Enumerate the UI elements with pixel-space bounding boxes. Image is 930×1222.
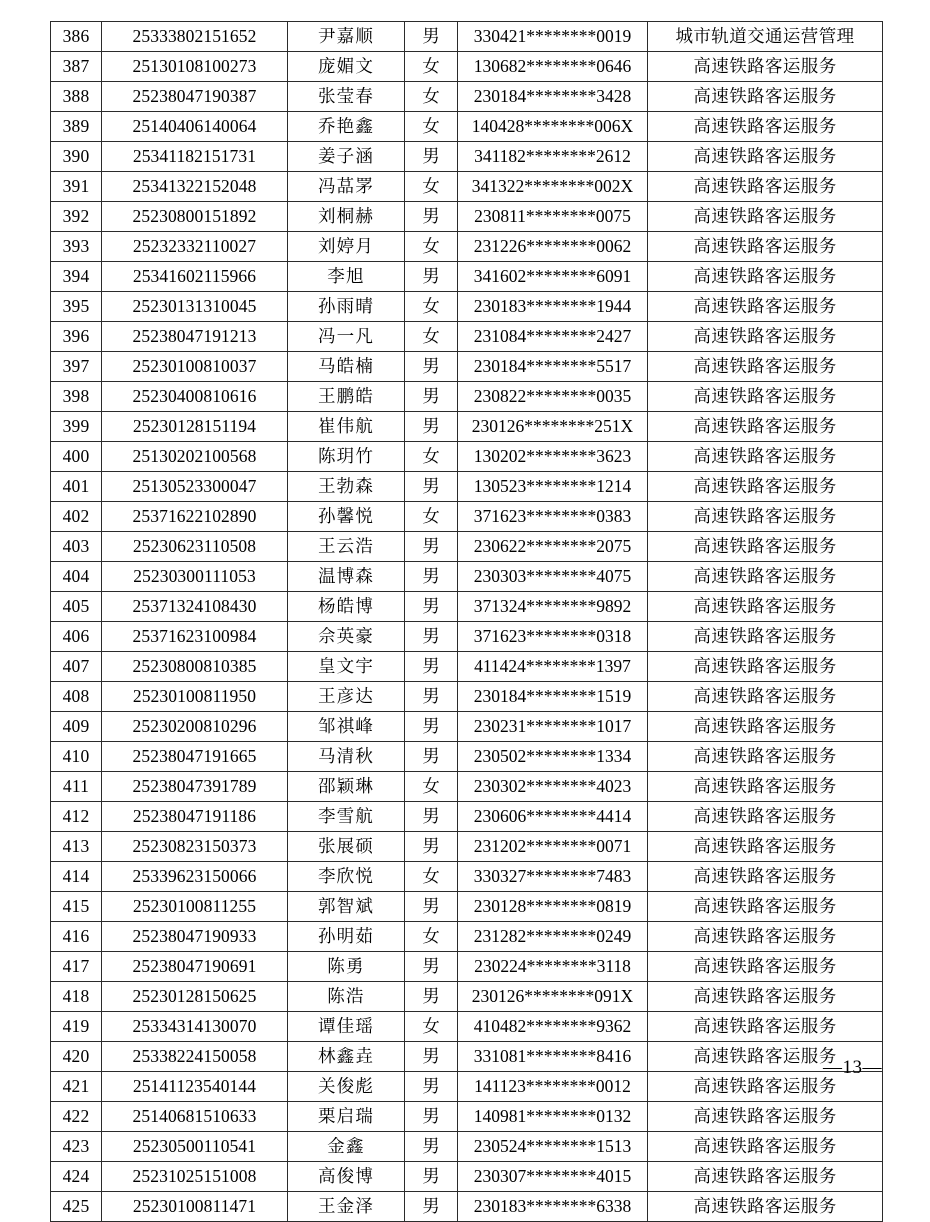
table-row [51,142,883,172]
cell-gender: 男 [405,682,458,712]
cell-major: 城市轨道交通运营管理 [648,22,883,52]
cell-sequence: 404 [51,562,102,592]
table-row [51,382,883,412]
cell-major: 高速铁路客运服务 [648,322,883,352]
cell-gender: 男 [405,982,458,1012]
cell-exam-number: 25333802151652 [102,22,288,52]
cell-major: 高速铁路客运服务 [648,682,883,712]
cell-sequence: 398 [51,382,102,412]
cell-exam-number: 25238047191213 [102,322,288,352]
cell-id-number: 341182********2612 [458,142,648,172]
cell-candidate-name: 孙明茹 [288,922,405,952]
cell-gender: 女 [405,232,458,262]
cell-exam-number: 25341322152048 [102,172,288,202]
table-row [51,592,883,622]
cell-gender: 女 [405,1012,458,1042]
cell-candidate-name: 栗启瑞 [288,1102,405,1132]
cell-exam-number: 25230100811255 [102,892,288,922]
cell-major: 高速铁路客运服务 [648,1192,883,1222]
cell-sequence: 396 [51,322,102,352]
cell-exam-number: 25230500110541 [102,1132,288,1162]
cell-candidate-name: 杨皓博 [288,592,405,622]
cell-exam-number: 25338224150058 [102,1042,288,1072]
cell-exam-number: 25238047190933 [102,922,288,952]
cell-major: 高速铁路客运服务 [648,862,883,892]
cell-id-number: 230606********4414 [458,802,648,832]
cell-candidate-name: 王勃森 [288,472,405,502]
table-row [51,532,883,562]
cell-gender: 男 [405,262,458,292]
cell-candidate-name: 冯一凡 [288,322,405,352]
cell-major: 高速铁路客运服务 [648,352,883,382]
table-row [51,1102,883,1132]
cell-id-number: 230183********6338 [458,1192,648,1222]
cell-id-number: 230224********3118 [458,952,648,982]
cell-candidate-name: 李雪航 [288,802,405,832]
cell-candidate-name: 尹嘉顺 [288,22,405,52]
cell-exam-number: 25130108100273 [102,52,288,82]
cell-major: 高速铁路客运服务 [648,172,883,202]
cell-candidate-name: 温博森 [288,562,405,592]
cell-gender: 女 [405,772,458,802]
table-row [51,562,883,592]
table-row [51,802,883,832]
cell-exam-number: 25371622102890 [102,502,288,532]
cell-sequence: 419 [51,1012,102,1042]
cell-sequence: 413 [51,832,102,862]
cell-id-number: 230126********091X [458,982,648,1012]
cell-sequence: 409 [51,712,102,742]
cell-id-number: 130523********1214 [458,472,648,502]
table-row [51,922,883,952]
cell-exam-number: 25334314130070 [102,1012,288,1042]
cell-candidate-name: 刘婷月 [288,232,405,262]
cell-exam-number: 25140681510633 [102,1102,288,1132]
cell-gender: 男 [405,832,458,862]
cell-candidate-name: 金鑫 [288,1132,405,1162]
cell-major: 高速铁路客运服务 [648,52,883,82]
cell-gender: 男 [405,382,458,412]
cell-sequence: 390 [51,142,102,172]
cell-exam-number: 25238047190691 [102,952,288,982]
cell-id-number: 140981********0132 [458,1102,648,1132]
cell-candidate-name: 崔伟航 [288,412,405,442]
cell-sequence: 411 [51,772,102,802]
cell-candidate-name: 陈勇 [288,952,405,982]
cell-candidate-name: 庞媚文 [288,52,405,82]
cell-id-number: 231202********0071 [458,832,648,862]
cell-sequence: 425 [51,1192,102,1222]
cell-sequence: 412 [51,802,102,832]
table-row [51,232,883,262]
cell-sequence: 405 [51,592,102,622]
cell-gender: 男 [405,1192,458,1222]
cell-exam-number: 25130523300047 [102,472,288,502]
cell-exam-number: 25341182151731 [102,142,288,172]
cell-major: 高速铁路客运服务 [648,112,883,142]
cell-major: 高速铁路客运服务 [648,922,883,952]
cell-id-number: 230502********1334 [458,742,648,772]
table-row [51,772,883,802]
cell-id-number: 230183********1944 [458,292,648,322]
cell-major: 高速铁路客运服务 [648,442,883,472]
cell-sequence: 422 [51,1102,102,1132]
cell-id-number: 230184********3428 [458,82,648,112]
cell-gender: 女 [405,922,458,952]
cell-major: 高速铁路客运服务 [648,1012,883,1042]
cell-id-number: 230231********1017 [458,712,648,742]
cell-major: 高速铁路客运服务 [648,1042,883,1072]
cell-id-number: 230302********4023 [458,772,648,802]
table-row [51,352,883,382]
cell-gender: 男 [405,742,458,772]
cell-sequence: 417 [51,952,102,982]
cell-exam-number: 25230128151194 [102,412,288,442]
table-row [51,982,883,1012]
cell-exam-number: 25130202100568 [102,442,288,472]
cell-sequence: 399 [51,412,102,442]
cell-id-number: 230811********0075 [458,202,648,232]
cell-candidate-name: 王鹏皓 [288,382,405,412]
cell-sequence: 403 [51,532,102,562]
cell-id-number: 231282********0249 [458,922,648,952]
cell-id-number: 330421********0019 [458,22,648,52]
cell-sequence: 415 [51,892,102,922]
cell-id-number: 371623********0383 [458,502,648,532]
table-row [51,1132,883,1162]
cell-major: 高速铁路客运服务 [648,1132,883,1162]
cell-exam-number: 25230800151892 [102,202,288,232]
table-row [51,892,883,922]
candidate-roster-table [50,21,883,1222]
cell-candidate-name: 乔艳鑫 [288,112,405,142]
cell-sequence: 424 [51,1162,102,1192]
cell-gender: 女 [405,172,458,202]
cell-sequence: 394 [51,262,102,292]
cell-id-number: 140428********006X [458,112,648,142]
cell-id-number: 230622********2075 [458,532,648,562]
cell-sequence: 420 [51,1042,102,1072]
cell-gender: 男 [405,622,458,652]
cell-sequence: 397 [51,352,102,382]
cell-exam-number: 25231025151008 [102,1162,288,1192]
cell-id-number: 330327********7483 [458,862,648,892]
cell-gender: 男 [405,892,458,922]
cell-major: 高速铁路客运服务 [648,232,883,262]
cell-gender: 女 [405,52,458,82]
cell-major: 高速铁路客运服务 [648,622,883,652]
cell-candidate-name: 邵颖琳 [288,772,405,802]
cell-id-number: 230184********5517 [458,352,648,382]
cell-major: 高速铁路客运服务 [648,772,883,802]
cell-sequence: 416 [51,922,102,952]
cell-gender: 男 [405,592,458,622]
cell-exam-number: 25140406140064 [102,112,288,142]
cell-major: 高速铁路客运服务 [648,1072,883,1102]
cell-sequence: 386 [51,22,102,52]
cell-candidate-name: 刘桐赫 [288,202,405,232]
cell-exam-number: 25238047191186 [102,802,288,832]
cell-id-number: 230524********1513 [458,1132,648,1162]
cell-major: 高速铁路客运服务 [648,202,883,232]
table-row [51,22,883,52]
cell-candidate-name: 李旭 [288,262,405,292]
cell-exam-number: 25230100811950 [102,682,288,712]
table-row [51,172,883,202]
cell-exam-number: 25238047190387 [102,82,288,112]
cell-gender: 男 [405,652,458,682]
cell-gender: 女 [405,82,458,112]
cell-major: 高速铁路客运服务 [648,532,883,562]
cell-id-number: 231226********0062 [458,232,648,262]
table-row [51,1192,883,1222]
cell-candidate-name: 皇文宇 [288,652,405,682]
cell-gender: 男 [405,1072,458,1102]
cell-major: 高速铁路客运服务 [648,82,883,112]
cell-candidate-name: 马皓楠 [288,352,405,382]
cell-candidate-name: 佘英豪 [288,622,405,652]
cell-gender: 男 [405,472,458,502]
cell-major: 高速铁路客运服务 [648,1162,883,1192]
cell-major: 高速铁路客运服务 [648,712,883,742]
cell-sequence: 392 [51,202,102,232]
cell-exam-number: 25230800810385 [102,652,288,682]
cell-candidate-name: 马清秋 [288,742,405,772]
cell-candidate-name: 郭智斌 [288,892,405,922]
table-row [51,472,883,502]
cell-major: 高速铁路客运服务 [648,142,883,172]
table-row [51,292,883,322]
cell-gender: 男 [405,142,458,172]
table-row [51,1012,883,1042]
table-body [51,22,883,1222]
table-row [51,112,883,142]
cell-id-number: 230822********0035 [458,382,648,412]
cell-id-number: 130682********0646 [458,52,648,82]
cell-major: 高速铁路客运服务 [648,982,883,1012]
cell-id-number: 341602********6091 [458,262,648,292]
cell-gender: 男 [405,802,458,832]
cell-sequence: 414 [51,862,102,892]
cell-major: 高速铁路客运服务 [648,1102,883,1132]
cell-sequence: 388 [51,82,102,112]
cell-sequence: 406 [51,622,102,652]
cell-candidate-name: 王彦达 [288,682,405,712]
cell-major: 高速铁路客运服务 [648,412,883,442]
cell-id-number: 141123********0012 [458,1072,648,1102]
table-row [51,832,883,862]
table-row [51,622,883,652]
cell-gender: 女 [405,322,458,352]
cell-gender: 女 [405,442,458,472]
cell-candidate-name: 陈浩 [288,982,405,1012]
cell-exam-number: 25341602115966 [102,262,288,292]
table-row [51,712,883,742]
cell-major: 高速铁路客运服务 [648,472,883,502]
cell-gender: 男 [405,352,458,382]
cell-gender: 男 [405,712,458,742]
cell-gender: 男 [405,1042,458,1072]
cell-candidate-name: 冯䓵罞 [288,172,405,202]
cell-exam-number: 25339623150066 [102,862,288,892]
cell-gender: 男 [405,22,458,52]
table-row [51,652,883,682]
table-row [51,862,883,892]
cell-sequence: 421 [51,1072,102,1102]
cell-sequence: 391 [51,172,102,202]
cell-candidate-name: 孙馨悦 [288,502,405,532]
cell-exam-number: 25238047191665 [102,742,288,772]
cell-exam-number: 25230300111053 [102,562,288,592]
table-row [51,52,883,82]
cell-id-number: 341322********002X [458,172,648,202]
cell-exam-number: 25371324108430 [102,592,288,622]
cell-sequence: 402 [51,502,102,532]
table-row [51,262,883,292]
cell-candidate-name: 关俊彪 [288,1072,405,1102]
cell-candidate-name: 张展硕 [288,832,405,862]
cell-sequence: 410 [51,742,102,772]
table-row [51,322,883,352]
cell-gender: 男 [405,1132,458,1162]
cell-id-number: 130202********3623 [458,442,648,472]
cell-candidate-name: 邹祺峰 [288,712,405,742]
cell-exam-number: 25230823150373 [102,832,288,862]
cell-gender: 男 [405,412,458,442]
cell-major: 高速铁路客运服务 [648,502,883,532]
cell-gender: 男 [405,1102,458,1132]
cell-gender: 男 [405,952,458,982]
table-row [51,442,883,472]
cell-candidate-name: 姜子涵 [288,142,405,172]
cell-gender: 女 [405,862,458,892]
cell-candidate-name: 张莹春 [288,82,405,112]
cell-gender: 男 [405,202,458,232]
cell-major: 高速铁路客运服务 [648,562,883,592]
table-row [51,1162,883,1192]
cell-candidate-name: 李欣悦 [288,862,405,892]
cell-exam-number: 25141123540144 [102,1072,288,1102]
cell-id-number: 230184********1519 [458,682,648,712]
cell-gender: 男 [405,1162,458,1192]
cell-sequence: 418 [51,982,102,1012]
cell-id-number: 331081********8416 [458,1042,648,1072]
cell-major: 高速铁路客运服务 [648,592,883,622]
cell-gender: 女 [405,502,458,532]
cell-exam-number: 25238047391789 [102,772,288,802]
cell-exam-number: 25230623110508 [102,532,288,562]
cell-id-number: 230303********4075 [458,562,648,592]
cell-id-number: 411424********1397 [458,652,648,682]
cell-sequence: 407 [51,652,102,682]
cell-id-number: 371623********0318 [458,622,648,652]
cell-id-number: 371324********9892 [458,592,648,622]
cell-exam-number: 25230128150625 [102,982,288,1012]
cell-major: 高速铁路客运服务 [648,382,883,412]
cell-candidate-name: 林鑫垚 [288,1042,405,1072]
cell-major: 高速铁路客运服务 [648,262,883,292]
cell-exam-number: 25232332110027 [102,232,288,262]
cell-major: 高速铁路客运服务 [648,802,883,832]
table-row [51,742,883,772]
cell-sequence: 423 [51,1132,102,1162]
cell-id-number: 230126********251X [458,412,648,442]
cell-exam-number: 25371623100984 [102,622,288,652]
cell-candidate-name: 高俊博 [288,1162,405,1192]
cell-candidate-name: 谭佳瑶 [288,1012,405,1042]
cell-major: 高速铁路客运服务 [648,652,883,682]
cell-id-number: 230307********4015 [458,1162,648,1192]
cell-major: 高速铁路客运服务 [648,292,883,322]
cell-sequence: 401 [51,472,102,502]
cell-candidate-name: 王金泽 [288,1192,405,1222]
cell-major: 高速铁路客运服务 [648,742,883,772]
table-row [51,412,883,442]
cell-id-number: 231084********2427 [458,322,648,352]
table-row [51,682,883,712]
cell-sequence: 389 [51,112,102,142]
cell-candidate-name: 陈玥竹 [288,442,405,472]
cell-sequence: 393 [51,232,102,262]
cell-major: 高速铁路客运服务 [648,832,883,862]
table-row [51,502,883,532]
page-number: —13— [823,1057,882,1078]
table-row [51,202,883,232]
cell-major: 高速铁路客运服务 [648,952,883,982]
cell-sequence: 400 [51,442,102,472]
cell-gender: 男 [405,562,458,592]
cell-exam-number: 25230400810616 [102,382,288,412]
cell-exam-number: 25230100810037 [102,352,288,382]
cell-id-number: 230128********0819 [458,892,648,922]
table-row [51,952,883,982]
table-row [51,82,883,112]
cell-exam-number: 25230100811471 [102,1192,288,1222]
cell-candidate-name: 孙雨晴 [288,292,405,322]
cell-candidate-name: 王云浩 [288,532,405,562]
cell-id-number: 410482********9362 [458,1012,648,1042]
cell-major: 高速铁路客运服务 [648,892,883,922]
cell-exam-number: 25230131310045 [102,292,288,322]
cell-sequence: 408 [51,682,102,712]
cell-gender: 男 [405,532,458,562]
cell-gender: 女 [405,292,458,322]
cell-gender: 女 [405,112,458,142]
cell-sequence: 387 [51,52,102,82]
cell-sequence: 395 [51,292,102,322]
cell-exam-number: 25230200810296 [102,712,288,742]
